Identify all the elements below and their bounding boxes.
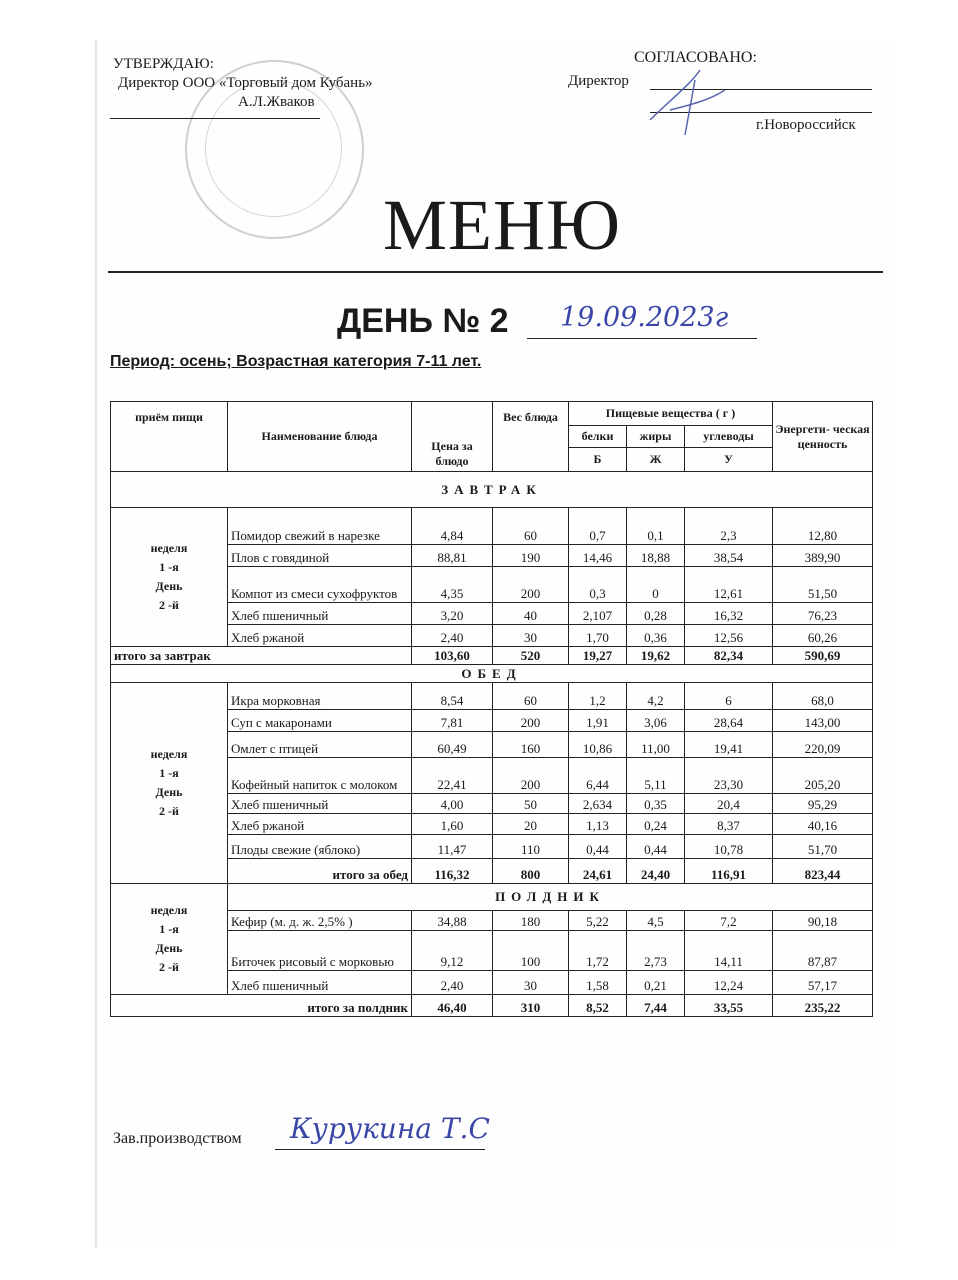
carbs: 12,56 xyxy=(685,625,773,647)
day-date: 19.09.2023г xyxy=(560,302,729,333)
section-lunch: ОБЕД xyxy=(111,665,873,683)
carbs: 14,11 xyxy=(685,931,773,971)
meal-cell: неделя 1 -я День 2 -й xyxy=(111,884,228,995)
carbs: 12,24 xyxy=(685,971,773,995)
fat: 0,21 xyxy=(627,971,685,995)
protein: 6,44 xyxy=(569,758,627,794)
price: 7,81 xyxy=(412,710,493,732)
total-energy: 590,69 xyxy=(773,647,873,665)
protein: 1,58 xyxy=(569,971,627,995)
footer-signature: Курукина Т.С xyxy=(290,1112,490,1145)
protein: 1,2 xyxy=(569,683,627,710)
meal-cell: неделя 1 -я День 2 -й xyxy=(111,683,228,884)
title-divider xyxy=(108,271,883,273)
weight: 100 xyxy=(493,931,569,971)
carbs: 10,78 xyxy=(685,835,773,859)
weight: 60 xyxy=(493,683,569,710)
approve-name: А.Л.Жваков xyxy=(238,94,315,110)
energy: 51,70 xyxy=(773,835,873,859)
price: 4,84 xyxy=(412,508,493,545)
dish-name: Хлеб пшеничный xyxy=(228,971,412,995)
total-energy: 823,44 xyxy=(773,859,873,884)
weight: 160 xyxy=(493,732,569,758)
price: 22,41 xyxy=(412,758,493,794)
total-fat: 7,44 xyxy=(627,995,685,1017)
approve-label: УТВЕРЖДАЮ: xyxy=(113,56,214,72)
fat: 0,28 xyxy=(627,603,685,625)
day-label: ДЕНЬ № 2 xyxy=(337,302,509,340)
price: 9,12 xyxy=(412,931,493,971)
total-protein: 8,52 xyxy=(569,995,627,1017)
total-weight: 310 xyxy=(493,995,569,1017)
carbs: 16,32 xyxy=(685,603,773,625)
energy: 95,29 xyxy=(773,794,873,814)
total-price: 116,32 xyxy=(412,859,493,884)
col-meal: приём пищи xyxy=(111,402,228,472)
dish-name: Хлеб ржаной xyxy=(228,625,412,647)
director-signature xyxy=(640,60,730,140)
price: 8,54 xyxy=(412,683,493,710)
agreed-label: СОГЛАСОВАНО: xyxy=(634,49,757,66)
dish-name: Биточек рисовый с морковью xyxy=(228,931,412,971)
weight: 40 xyxy=(493,603,569,625)
weight: 190 xyxy=(493,545,569,567)
total-weight: 520 xyxy=(493,647,569,665)
carbs: 38,54 xyxy=(685,545,773,567)
col-protein: белки xyxy=(569,426,627,448)
table-row xyxy=(111,683,873,710)
total-row xyxy=(111,995,873,1017)
total-carbs: 82,34 xyxy=(685,647,773,665)
dish-name: Хлеб ржаной xyxy=(228,814,412,835)
col-nutrients: Пищевые вещества ( г ) xyxy=(569,402,773,426)
col-energy: Энергети- ческая ценность xyxy=(773,402,873,472)
carbs: 19,41 xyxy=(685,732,773,758)
energy: 87,87 xyxy=(773,931,873,971)
dish-name: Помидор свежий в нарезке xyxy=(228,508,412,545)
energy: 51,50 xyxy=(773,567,873,603)
fat: 2,73 xyxy=(627,931,685,971)
col-fat: жиры xyxy=(627,426,685,448)
carbs: 28,64 xyxy=(685,710,773,732)
fat: 4,2 xyxy=(627,683,685,710)
total-fat: 19,62 xyxy=(627,647,685,665)
energy: 389,90 xyxy=(773,545,873,567)
section-breakfast: ЗАВТРАК xyxy=(111,472,873,508)
energy: 40,16 xyxy=(773,814,873,835)
total-price: 103,60 xyxy=(412,647,493,665)
price: 60,49 xyxy=(412,732,493,758)
city: г.Новороссийск xyxy=(756,117,856,133)
total-carbs: 33,55 xyxy=(685,995,773,1017)
table-row xyxy=(111,508,873,545)
energy: 205,20 xyxy=(773,758,873,794)
energy: 76,23 xyxy=(773,603,873,625)
carbs: 8,37 xyxy=(685,814,773,835)
total-fat: 24,40 xyxy=(627,859,685,884)
protein: 14,46 xyxy=(569,545,627,567)
carbs: 23,30 xyxy=(685,758,773,794)
energy: 68,0 xyxy=(773,683,873,710)
col-dish: Наименование блюда xyxy=(228,402,412,472)
total-protein: 24,61 xyxy=(569,859,627,884)
protein: 0,7 xyxy=(569,508,627,545)
price: 11,47 xyxy=(412,835,493,859)
energy: 60,26 xyxy=(773,625,873,647)
weight: 110 xyxy=(493,835,569,859)
protein: 2,634 xyxy=(569,794,627,814)
col-protein-short: Б xyxy=(569,448,627,472)
dish-name: Икра морковная xyxy=(228,683,412,710)
agreed-role: Директор xyxy=(568,73,629,89)
price: 1,60 xyxy=(412,814,493,835)
protein: 5,22 xyxy=(569,911,627,931)
fat: 0,36 xyxy=(627,625,685,647)
energy: 143,00 xyxy=(773,710,873,732)
weight: 30 xyxy=(493,971,569,995)
protein: 1,13 xyxy=(569,814,627,835)
page-title: МЕНЮ xyxy=(383,185,621,265)
section-snack: ПОЛДНИК xyxy=(228,884,873,911)
date-underline xyxy=(527,338,757,339)
weight: 200 xyxy=(493,710,569,732)
protein: 2,107 xyxy=(569,603,627,625)
carbs: 2,3 xyxy=(685,508,773,545)
protein: 10,86 xyxy=(569,732,627,758)
dish-name: Омлет с птицей xyxy=(228,732,412,758)
energy: 12,80 xyxy=(773,508,873,545)
period-line: Период: осень; Возрастная категория 7-11 лет. xyxy=(110,353,482,370)
total-label: итого за завтрак xyxy=(111,647,412,665)
approve-signature-line xyxy=(110,118,320,119)
fat: 5,11 xyxy=(627,758,685,794)
total-carbs: 116,91 xyxy=(685,859,773,884)
total-energy: 235,22 xyxy=(773,995,873,1017)
dish-name: Кофейный напиток с молоком xyxy=(228,758,412,794)
price: 88,81 xyxy=(412,545,493,567)
protein: 1,91 xyxy=(569,710,627,732)
footer-signature-line xyxy=(275,1149,485,1150)
fat: 0,44 xyxy=(627,835,685,859)
protein: 0,3 xyxy=(569,567,627,603)
carbs: 6 xyxy=(685,683,773,710)
dish-name: Кефир (м. д. ж. 2,5% ) xyxy=(228,911,412,931)
col-carbs: углеводы xyxy=(685,426,773,448)
fat: 0,1 xyxy=(627,508,685,545)
col-weight: Вес блюда xyxy=(493,402,569,472)
carbs: 20,4 xyxy=(685,794,773,814)
protein: 1,70 xyxy=(569,625,627,647)
total-weight: 800 xyxy=(493,859,569,884)
energy: 57,17 xyxy=(773,971,873,995)
energy: 90,18 xyxy=(773,911,873,931)
fat: 4,5 xyxy=(627,911,685,931)
price: 34,88 xyxy=(412,911,493,931)
protein: 1,72 xyxy=(569,931,627,971)
fat: 18,88 xyxy=(627,545,685,567)
dish-name: Плоды свежие (яблоко) xyxy=(228,835,412,859)
total-label: итого за полдник xyxy=(111,995,412,1017)
total-price: 46,40 xyxy=(412,995,493,1017)
fat: 3,06 xyxy=(627,710,685,732)
dish-name: Хлеб пшеничный xyxy=(228,603,412,625)
col-price: Цена за блюдо xyxy=(412,402,493,472)
total-protein: 19,27 xyxy=(569,647,627,665)
carbs: 7,2 xyxy=(685,911,773,931)
energy: 220,09 xyxy=(773,732,873,758)
price: 4,35 xyxy=(412,567,493,603)
fat: 0,35 xyxy=(627,794,685,814)
dish-name: Хлеб пшеничный xyxy=(228,794,412,814)
weight: 200 xyxy=(493,567,569,603)
weight: 50 xyxy=(493,794,569,814)
weight: 180 xyxy=(493,911,569,931)
dish-name: Суп с макаронами xyxy=(228,710,412,732)
carbs: 12,61 xyxy=(685,567,773,603)
price: 2,40 xyxy=(412,971,493,995)
fat: 0 xyxy=(627,567,685,603)
price: 4,00 xyxy=(412,794,493,814)
footer-role: Зав.производством xyxy=(113,1130,242,1147)
dish-name: Плов с говядиной xyxy=(228,545,412,567)
table-row xyxy=(111,884,873,911)
dish-name: Компот из смеси сухофруктов xyxy=(228,567,412,603)
protein: 0,44 xyxy=(569,835,627,859)
col-carbs-short: У xyxy=(685,448,773,472)
fat: 0,24 xyxy=(627,814,685,835)
price: 2,40 xyxy=(412,625,493,647)
price: 3,20 xyxy=(412,603,493,625)
weight: 20 xyxy=(493,814,569,835)
meal-cell: неделя 1 -я День 2 -й xyxy=(111,508,228,647)
weight: 200 xyxy=(493,758,569,794)
weight: 60 xyxy=(493,508,569,545)
weight: 30 xyxy=(493,625,569,647)
col-fat-short: Ж xyxy=(627,448,685,472)
approve-role: Директор ООО «Торговый дом Кубань» xyxy=(118,75,373,91)
total-row xyxy=(111,647,873,665)
fat: 11,00 xyxy=(627,732,685,758)
total-label: итого за обед xyxy=(228,859,412,884)
menu-table xyxy=(110,401,873,1017)
